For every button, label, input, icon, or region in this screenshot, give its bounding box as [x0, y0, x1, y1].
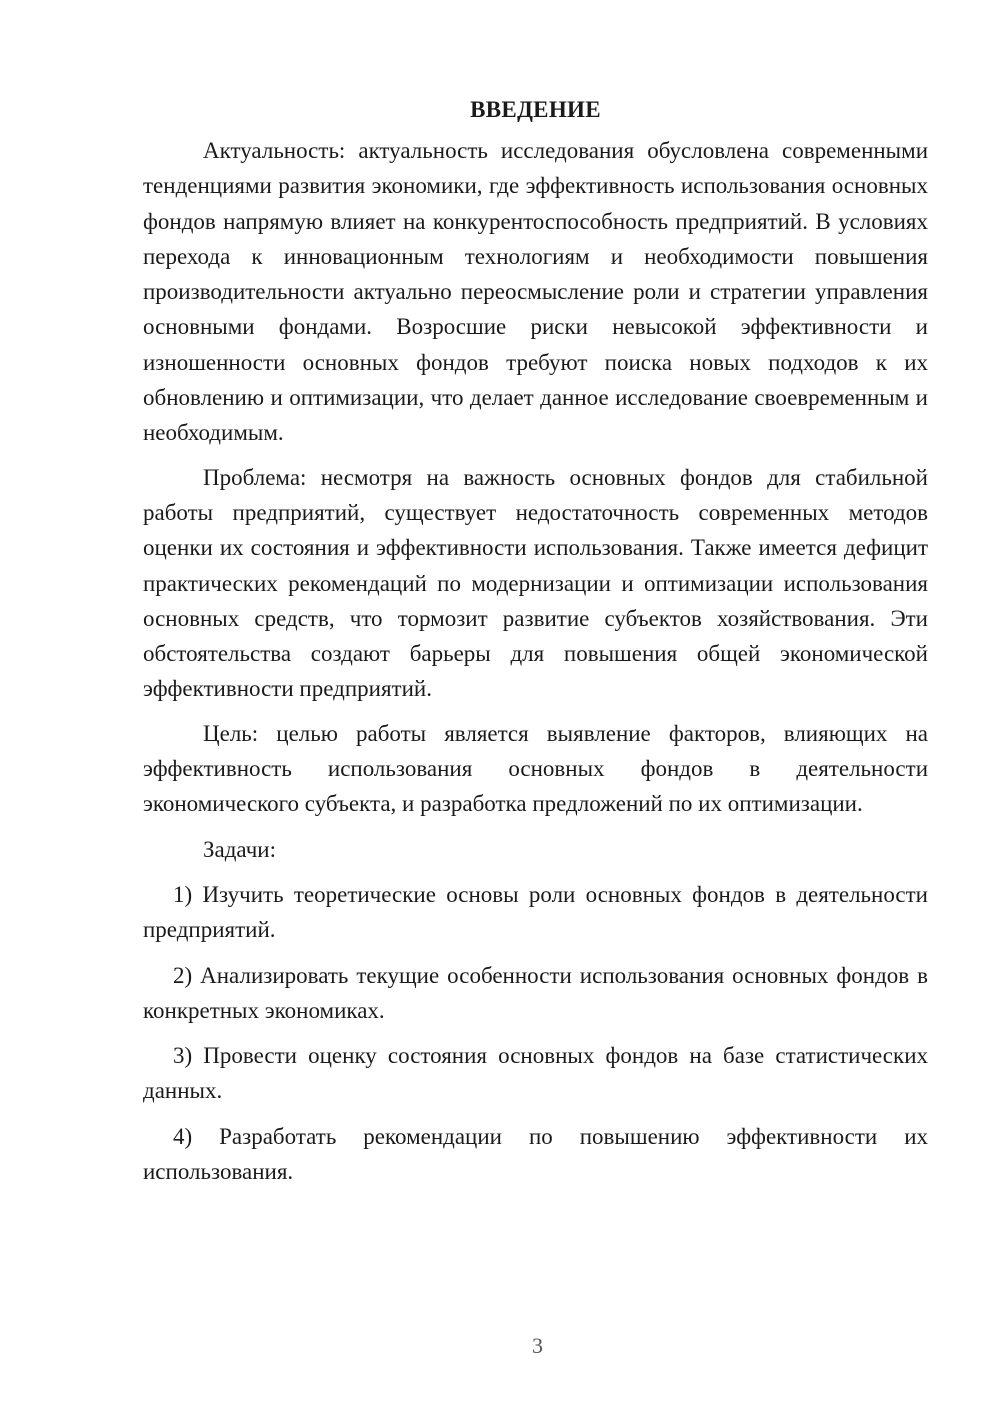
section-title: ВВЕДЕНИЕ — [470, 97, 601, 122]
paragraph-goal: Цель: целью работы является выявление факторов, влияющих на эффективность использования основных фондов в деятельности экономического субъекта, и разработка предложений по их оптимизации. — [143, 720, 928, 817]
paragraph-problem: Проблема: несмотря на важность основных фондов для стабильной работы предприятий, существует недостаточность современных методов оценки их состояния и эффективности использования. Также имеется дефицит практических рекомендаций по модернизации и оптимизации использования основных средств, что тормозит развитие субъектов хозяйствования. Эти обстоятельства создают барьеры для повышения общей экономической эффективности предприятий. — [143, 464, 928, 702]
document-page — [143, 92, 928, 1189]
task-item-1: 1) Изучить теоретические основы роли основных фондов в деятельности предприятий. — [143, 881, 928, 943]
task-item-2: 2) Анализировать текущие особенности использования основных фондов в конкретных экономиках. — [143, 962, 928, 1023]
paragraph-relevance: Актуальность: актуальность исследования обусловлена современными тенденциями развития экономики, где эффективность использования основных фондов напрямую влияет на конкурентоспособность предприятий. В условиях перехода к инновационным технологиям и необходимости повышения производительности актуально переосмысление роли и стратегии управления основными фондами. Возросшие риски невысокой эффективности и изношенности основных фондов требуют поиска новых подходов к их обновлению и оптимизации, что делает данное исследование своевременным и необходимым. — [143, 138, 928, 446]
tasks-heading: Задачи: — [203, 836, 276, 862]
task-item-3: 3) Провести оценку состояния основных фондов на базе статистических данных. — [143, 1043, 928, 1104]
task-item-4: 4) Разработать рекомендации по повышению эффективности их использования. — [143, 1123, 928, 1185]
page-number: 3 — [532, 1333, 543, 1358]
